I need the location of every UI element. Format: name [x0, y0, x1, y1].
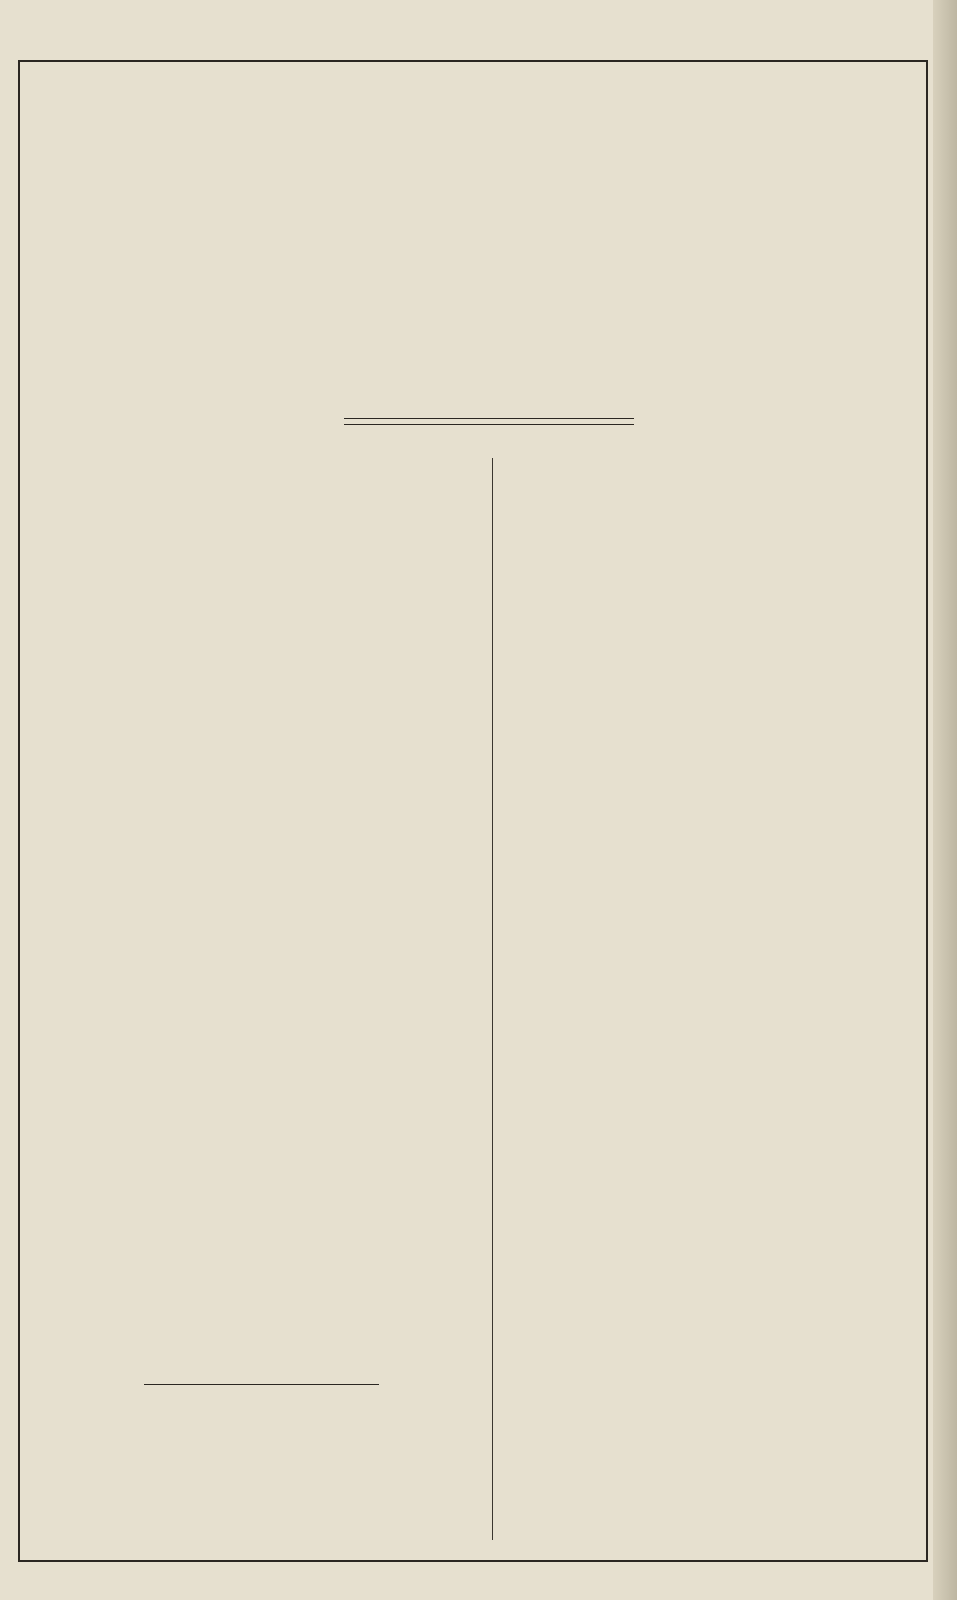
column-divider — [492, 458, 493, 1540]
page-frame — [18, 60, 928, 1562]
left-notes-rule — [144, 1384, 379, 1385]
page-edge-shadow — [933, 0, 957, 1600]
title-rule — [344, 418, 634, 425]
